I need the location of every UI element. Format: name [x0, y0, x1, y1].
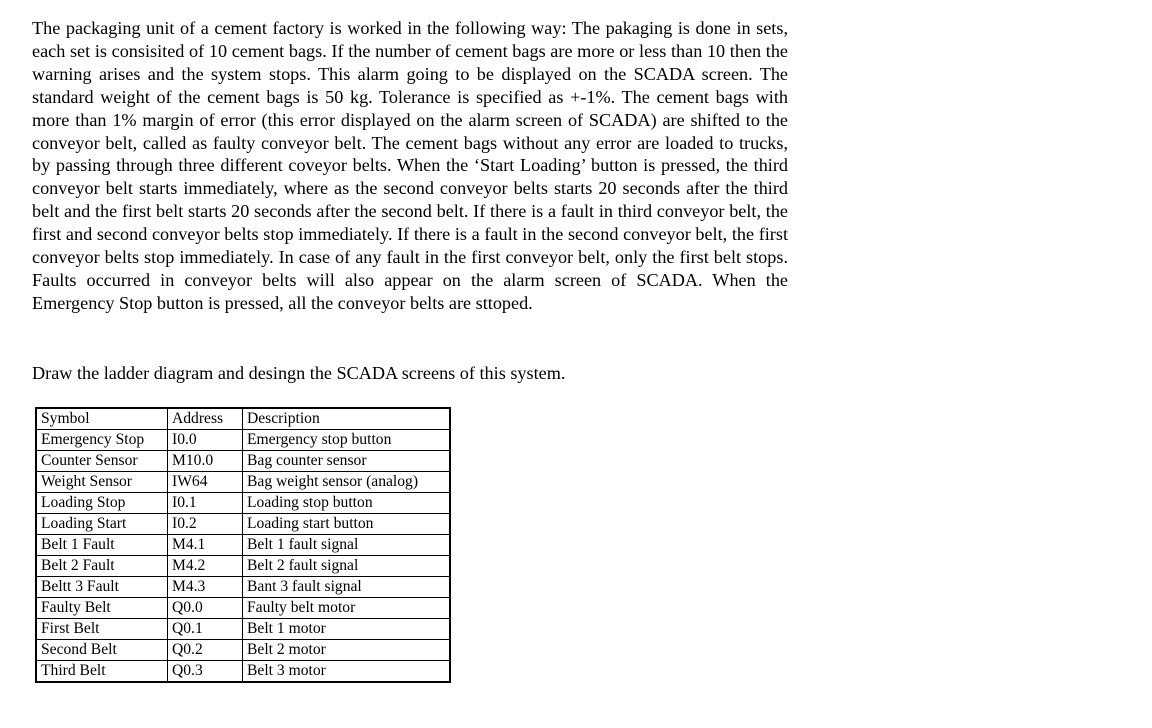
address-cell: M4.1 — [168, 535, 243, 556]
header-description: Description — [243, 408, 451, 430]
header-address: Address — [168, 408, 243, 430]
table-row — [36, 661, 450, 683]
header-symbol: Symbol — [36, 408, 168, 430]
table-row — [36, 451, 450, 472]
table-row — [36, 472, 450, 493]
address-cell: M10.0 — [168, 451, 243, 472]
table-row — [36, 493, 450, 514]
description-cell: Bant 3 fault signal — [243, 577, 451, 598]
description-cell: Loading start button — [243, 514, 451, 535]
symbol-cell: Weight Sensor — [36, 472, 168, 493]
symbol-cell: Loading Stop — [36, 493, 168, 514]
address-cell: Q0.2 — [168, 640, 243, 661]
symbol-cell: Counter Sensor — [36, 451, 168, 472]
description-cell: Bag weight sensor (analog) — [243, 472, 451, 493]
table-row — [36, 640, 450, 661]
table-row — [36, 514, 450, 535]
description-cell: Belt 1 fault signal — [243, 535, 451, 556]
description-cell: Faulty belt motor — [243, 598, 451, 619]
address-cell: Q0.3 — [168, 661, 243, 683]
address-cell: IW64 — [168, 472, 243, 493]
table-row — [36, 577, 450, 598]
problem-statement: The packaging unit of a cement factory is worked in the following way: The pakaging is done in sets, each set is consisited of 10 cement bags. If the number of cement bags are more or less than 10 then the warning arises and the system stops. This alarm going to be displayed on the SCADA screen. The standard weight of the cement bags is 50 kg. Tolerance is specified as +-1%. The cement bags with more than 1% margin of error (this error displayed on the alarm screen of SCADA) are shifted to the conveyor belt, called as faulty conveyor belt. The cement bags without any error are loaded to trucks, by passing through three different coveyor belts. When the ‘Start Loading’ button is pressed, the third conveyor belt starts immediately, where as the second conveyor belts starts 20 seconds after the third belt and the first belt starts 20 seconds after the second belt. If there is a fault in third conveyor belt, the first and second conveyor belts stop immediately. If there is a fault in the second conveyor belt, the first conveyor belts stop immediately. In case of any fault in the first conveyor belt, only the first belt stops. Faults occurred in conveyor belts will also appear on the alarm screen of SCADA. When the Emergency Stop button is pressed, all the conveyor belts are sttoped. — [32, 18, 788, 313]
symbol-cell: Belt 2 Fault — [36, 556, 168, 577]
description-cell: Belt 2 motor — [243, 640, 451, 661]
symbol-cell: Faulty Belt — [36, 598, 168, 619]
address-cell: I0.2 — [168, 514, 243, 535]
description-cell: Bag counter sensor — [243, 451, 451, 472]
symbol-cell: Second Belt — [36, 640, 168, 661]
description-cell: Loading stop button — [243, 493, 451, 514]
symbol-cell: Beltt 3 Fault — [36, 577, 168, 598]
table-row — [36, 535, 450, 556]
io-address-table — [35, 407, 451, 683]
description-cell: Emergency stop button — [243, 430, 451, 451]
symbol-cell: Emergency Stop — [36, 430, 168, 451]
address-cell: Q0.0 — [168, 598, 243, 619]
symbol-cell: First Belt — [36, 619, 168, 640]
table-row — [36, 430, 450, 451]
address-cell: Q0.1 — [168, 619, 243, 640]
symbol-cell: Belt 1 Fault — [36, 535, 168, 556]
description-cell: Belt 3 motor — [243, 661, 451, 683]
address-cell: I0.0 — [168, 430, 243, 451]
address-cell: M4.2 — [168, 556, 243, 577]
description-cell: Belt 2 fault signal — [243, 556, 451, 577]
address-cell: I0.1 — [168, 493, 243, 514]
task-instruction: Draw the ladder diagram and desingn the SCADA screens of this system. — [32, 363, 566, 383]
table-header-row — [36, 408, 450, 430]
address-cell: M4.3 — [168, 577, 243, 598]
symbol-cell: Loading Start — [36, 514, 168, 535]
table-row — [36, 556, 450, 577]
description-cell: Belt 1 motor — [243, 619, 451, 640]
table-row — [36, 598, 450, 619]
symbol-cell: Third Belt — [36, 661, 168, 683]
table-row — [36, 619, 450, 640]
